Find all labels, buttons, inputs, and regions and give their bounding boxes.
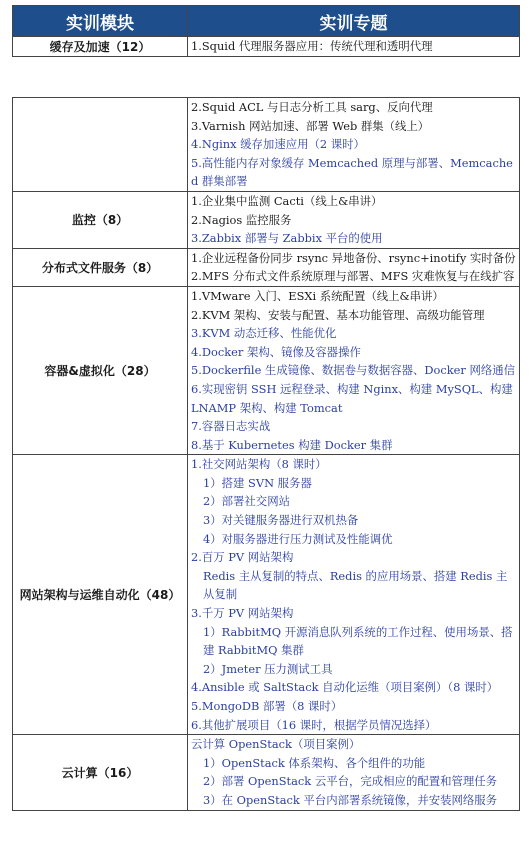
module-cell: [13, 98, 188, 192]
table-row: [13, 191, 520, 248]
header-module: 实训模块: [13, 6, 188, 37]
topic-line: 4.Docker 架构、镜像及容器操作: [191, 344, 361, 359]
topic-line: 1.Squid 代理服务器应用：传统代理和透明代理: [191, 39, 433, 53]
topic-cell: [188, 248, 520, 286]
topic-line: 云计算 OpenStack（项目案例）: [191, 737, 361, 752]
topic-line: Redis 主从复制的特点、Redis 的应用场景、搭建 Redis 主从复制: [203, 568, 508, 602]
topic-line: 1.社交网站架构（8 课时）: [191, 457, 327, 472]
topic-line: 2.Nagios 监控服务: [191, 212, 292, 227]
topic-line: 2）Jmeter 压力测试工具: [203, 661, 333, 676]
topic-line: 2）部署社交网站: [203, 494, 290, 509]
topic-line: 2.KVM 架构、安装与配置、基本功能管理、高级功能管理: [191, 307, 485, 322]
table-row: [13, 286, 520, 454]
module-cell: 网站架构与运维自动化（48）: [13, 455, 188, 735]
table-row: [13, 455, 520, 735]
topic-line: 1）搭建 SVN 服务器: [203, 475, 312, 490]
topic-line: 2）部署 OpenStack 云平台，完成相应的配置和管理任务: [203, 774, 498, 789]
topic-line: 2.MFS 分布式文件系统原理与部署、MFS 灾难恢复与在线扩容: [191, 269, 515, 284]
topic-line: 1.企业远程备份同步 rsync 异地备份、rsync+inotify 实时备份: [191, 250, 516, 265]
table-row: [13, 98, 520, 192]
topic-line: 3.千万 PV 网站架构: [191, 606, 294, 621]
topic-line: 1.企业集中监测 Cacti（线上&串讲）: [191, 193, 383, 208]
header-topic: 实训专题: [188, 6, 520, 37]
table-row: [13, 248, 520, 286]
topic-cell: [188, 286, 520, 454]
table-row: [13, 735, 520, 810]
topic-line: 5.高性能内存对象缓存 Memcached 原理与部署、Memcached 群集部署: [191, 155, 513, 189]
topic-line: 4.Ansible 或 SaltStack 自动化运维（项目案例）（8 课时）: [191, 680, 499, 695]
topic-line: 3.Zabbix 部署与 Zabbix 平台的使用: [191, 231, 383, 246]
curriculum-table-bottom: [12, 97, 520, 811]
topic-line: 3.KVM 动态迁移、性能优化: [191, 326, 337, 341]
topic-line: 5.MongoDB 部署（8 课时）: [191, 699, 343, 713]
curriculum-table-top: [12, 5, 520, 57]
topic-line: 7.容器日志实战: [191, 419, 271, 434]
topic-line: 3）在 OpenStack 平台内部署系统镜像，并安装网络服务: [203, 792, 498, 807]
topic-cell: [188, 191, 520, 248]
module-cell: 监控（8）: [13, 191, 188, 248]
table-row: [13, 37, 520, 57]
module-cell: 容器&虚拟化（28）: [13, 286, 188, 454]
topic-line: 2.百万 PV 网站架构: [191, 550, 294, 565]
module-cell: 云计算（16）: [13, 735, 188, 810]
topic-line: 3.Varnish 网站加速、部署 Web 群集（线上）: [191, 118, 430, 133]
topic-line: 8.基于 Kubernetes 构建 Docker 集群: [191, 437, 393, 452]
topic-line: 4）对服务器进行压力测试及性能调优: [203, 531, 393, 546]
topic-line: 1）OpenStack 体系架构、各个组件的功能: [203, 755, 426, 770]
topic-cell: [188, 455, 520, 735]
header-row: [13, 6, 520, 37]
topic-cell: [188, 37, 520, 57]
module-cell: 分布式文件服务（8）: [13, 248, 188, 286]
topic-line: 4.Nginx 缓存加速应用（2 课时）: [191, 137, 365, 152]
topic-line: 6.实现密钥 SSH 远程登录、构建 Nginx、构建 MySQL、构建 LNAMP 架构、构建 Tomcat: [191, 381, 513, 415]
topic-cell: [188, 735, 520, 810]
topic-cell: [188, 98, 520, 192]
topic-line: 5.Dockerfile 生成镜像、数据卷与数据容器、Docker 网络通信: [191, 363, 516, 378]
topic-line: 3）对关键服务器进行双机热备: [203, 513, 359, 528]
topic-line: 2.Squid ACL 与日志分析工具 sarg、反向代理: [191, 100, 433, 114]
topic-line: 1.VMware 入门、ESXi 系统配置（线上&串讲）: [191, 288, 444, 303]
module-cell: 缓存及加速（12）: [13, 37, 188, 57]
topic-line: 6.其他扩展项目（16 课时，根据学员情况选择）: [191, 717, 437, 732]
topic-line: 1）RabbitMQ 开源消息队列系统的工作过程、使用场景、搭建 RabbitMQ 集群: [203, 624, 513, 658]
